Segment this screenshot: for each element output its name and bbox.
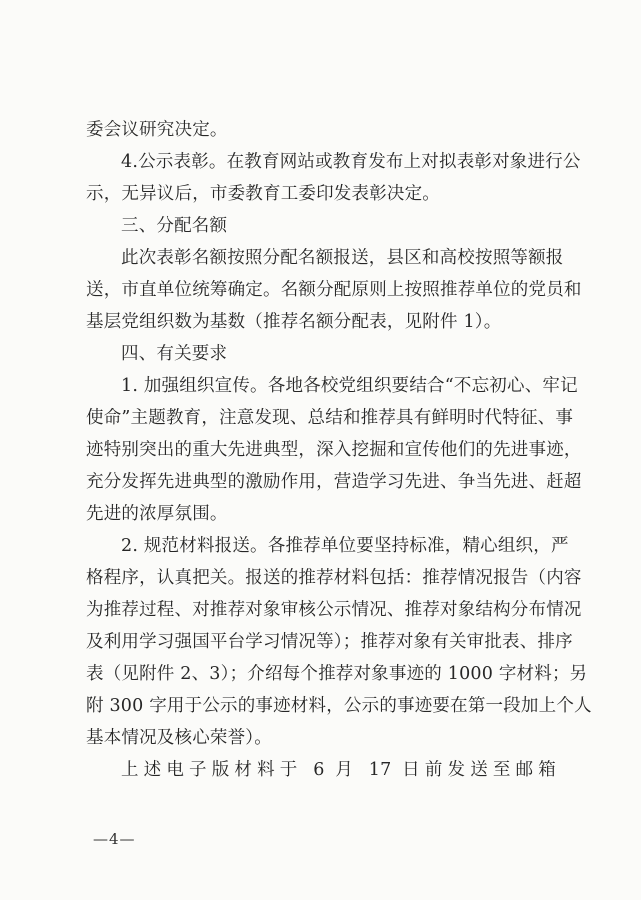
text-line-2: 4.公示表彰。在教育网站或教育发布上对拟表彰对象进行公 (121, 152, 581, 172)
text-line-1: 委会议研究决定。 (86, 120, 228, 140)
text-line-13: 先进的浓厚氛围。 (86, 504, 228, 524)
section-heading-3: 三、分配名额 (121, 216, 228, 236)
section-heading-4: 四、有关要求 (121, 344, 228, 364)
text-line-18: 表（见附件 2、3）；介绍每个推荐对象事迹的 1000 字材料；另 (86, 664, 588, 684)
text-line-15: 格程序，认真把关。报送的推荐材料包括：推荐情况报告（内容 (86, 568, 582, 588)
text-line-19: 附 300 字用于公示的事迹材料，公示的事迹要在第一段加上个人 (86, 696, 592, 716)
page-number: —4— (93, 830, 136, 848)
text-line-11: 迹特别突出的重大先进典型，深入挖掘和宣传他们的先进事迹， (86, 440, 582, 460)
text-line-12: 充分发挥先进典型的激励作用，营造学习先进、争当先进、赶超 (86, 472, 582, 492)
text-line-21: 上述电子版材料于 6 月 17 日前发送至邮箱 (121, 760, 556, 780)
text-line-20: 基本情况及核心荣誉）。 (86, 728, 272, 748)
text-line-17: 及利用学习强国平台学习情况等）；推荐对象有关审批表、排序 (86, 632, 573, 652)
text-line-10: 使命”主题教育，注意发现、总结和推荐具有鲜明时代特征、事 (86, 408, 574, 428)
text-line-14: 2. 规范材料报送。各推荐单位要坚持标准，精心组织，严 (121, 536, 569, 556)
text-line-9: 1. 加强组织宣传。各地各校党组织要结合“不忘初心、牢记 (121, 376, 578, 396)
text-line-7: 基层党组织数为基数（推荐名额分配表，见附件 1）。 (86, 312, 502, 332)
text-line-3: 示，无异议后，市委教育工委印发表彰决定。 (86, 184, 440, 204)
text-line-6: 送，市直单位统筹确定。名额分配原则上按照推荐单位的党员和 (86, 280, 582, 300)
text-line-5: 此次表彰名额按照分配名额报送，县区和高校按照等额报 (121, 248, 564, 268)
text-line-16: 为推荐过程、对推荐对象审核公示情况、推荐对象结构分布情况 (86, 600, 582, 620)
